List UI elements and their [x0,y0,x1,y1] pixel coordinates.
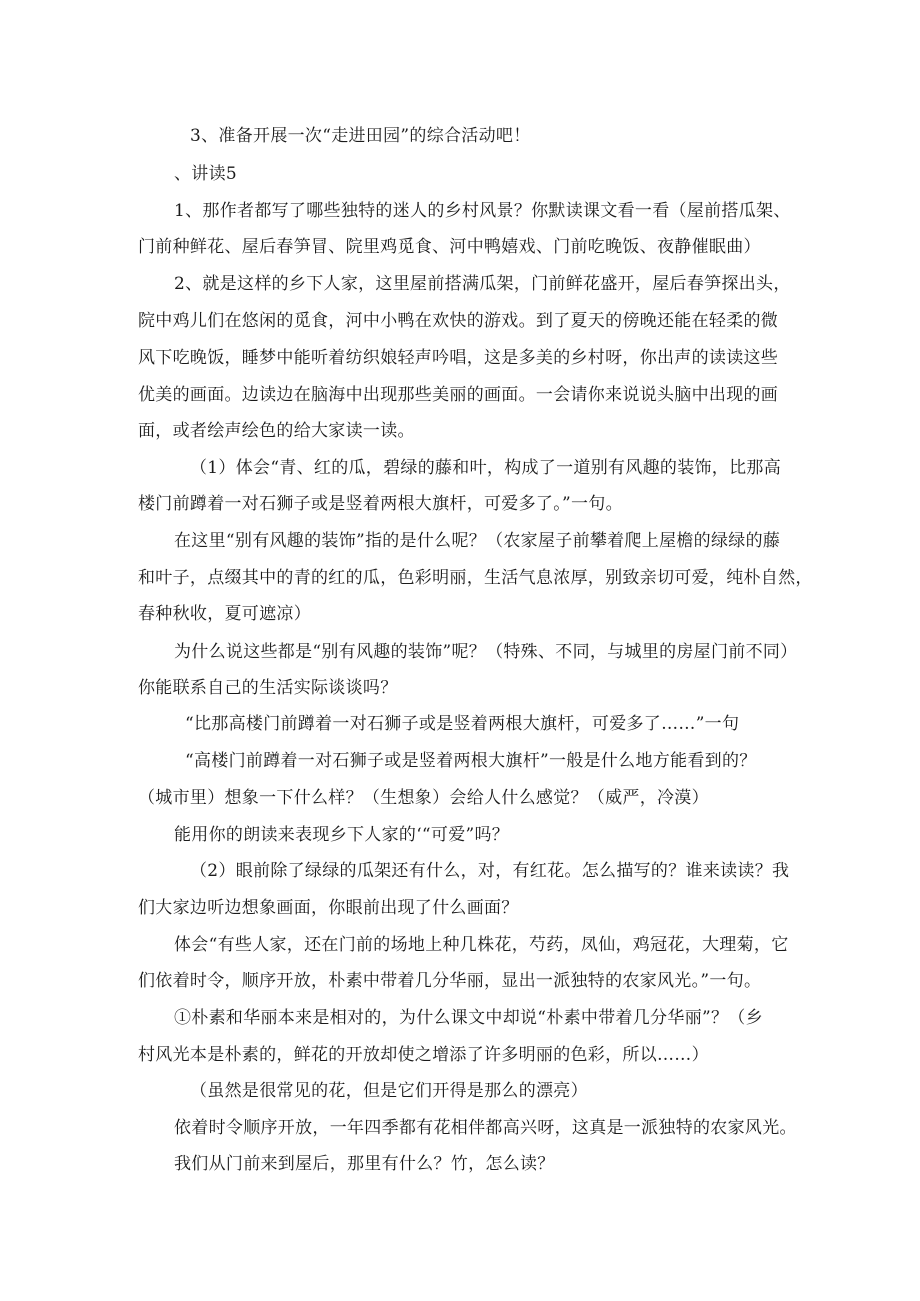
text-line: 风下吃晚饭，睡梦中能听着纺织娘轻声吟唱，这是多美的乡村呀，你出声的读读这些 [138,348,779,368]
text-line: 楼门前蹲着一对石狮子或是竖着两根大旗杆，可爱多了。”一句。 [138,494,623,514]
text-line: 村风光本是朴素的，鲜花的开放却使之增添了许多明丽的色彩，所以……） [138,1045,709,1065]
text-line: 我们从门前来到屋后，那里有什么？竹，怎么读？ [174,1154,555,1174]
text-line: （虽然是很常见的花，但是它们开得是那么的漂亮） [190,1081,588,1101]
text-line: （2）眼前除了绿绿的瓜架还有什么，对，有红花。怎么描写的？谁来读读？我 [190,861,790,881]
text-line: 、讲读5 [174,164,238,184]
text-line: 春种秋收，夏可遮凉） [138,604,311,624]
text-line: 2、就是这样的乡下人家，这里屋前搭满瓜架，门前鲜花盛开，屋后春笋探出头， [174,274,791,294]
text-line: 面，或者绘声绘色的给大家读一读。 [138,421,415,441]
text-line: 3、准备开展一次“走进田园”的综合活动吧！ [190,126,531,146]
text-line: 们大家边听边想象画面，你眼前出现了什么画面？ [138,898,519,918]
text-line: “高楼门前蹲着一对石狮子或是竖着两根大旗杆”一般是什么地方能看到的？ [185,751,757,771]
text-line: “比那高楼门前蹲着一对石狮子或是竖着两根大旗杆，可爱多了……”一句 [185,714,740,734]
text-line: （1）体会“青、红的瓜，碧绿的藤和叶，构成了一道别有风趣的装饰，比那高 [190,458,782,478]
text-line: 门前种鲜花、屋后春笋冒、院里鸡觅食、河中鸭嬉戏、门前吃晚饭、夜静催眠曲） [138,237,761,257]
text-line: 优美的画面。边读边在脑海中出现那些美丽的画面。一会请你来说说头脑中出现的画 [138,385,779,405]
text-line: 们依着时令，顺序开放，朴素中带着几分华丽，显出一派独特的农家风光。”一句。 [138,971,762,991]
text-line: 体会“有些人家，还在门前的场地上种几株花，芍药，凤仙，鸡冠花，大理菊，它 [174,935,789,955]
text-line: 你能联系自己的生活实际谈谈吗？ [138,678,398,698]
text-line: ①朴素和华丽本来是相对的，为什么课文中却说“朴素中带着几分华丽”？（乡 [174,1008,763,1028]
text-line: 在这里“别有风趣的装饰”指的是什么呢？（农家屋子前攀着爬上屋檐的绿绿的藤 [174,531,781,551]
text-line: 依着时令顺序开放，一年四季都有花相伴都高兴呀，这真是一派独特的农家风光。 [174,1118,797,1138]
text-line: 为什么说这些都是“别有风趣的装饰”呢？（特殊、不同，与城里的房屋门前不同） [174,642,798,662]
text-line: 1、那作者都写了哪些独特的迷人的乡村风景？你默读课文看一看（屋前搭瓜架、 [174,201,791,221]
text-line: 院中鸡儿们在悠闲的觅食，河中小鸭在欢快的游戏。到了夏天的傍晚还能在轻柔的微 [138,311,779,331]
text-line: （城市里）想象一下什么样？（生想象）会给人什么感觉？（威严，冷漠） [138,788,709,808]
text-line: 和叶子，点缀其中的青的红的瓜，色彩明丽，生活气息浓厚，别致亲切可爱，纯朴自然， [138,568,813,588]
text-line: 能用你的朗读来表现乡下人家的‘“可爱”吗？ [174,825,510,845]
